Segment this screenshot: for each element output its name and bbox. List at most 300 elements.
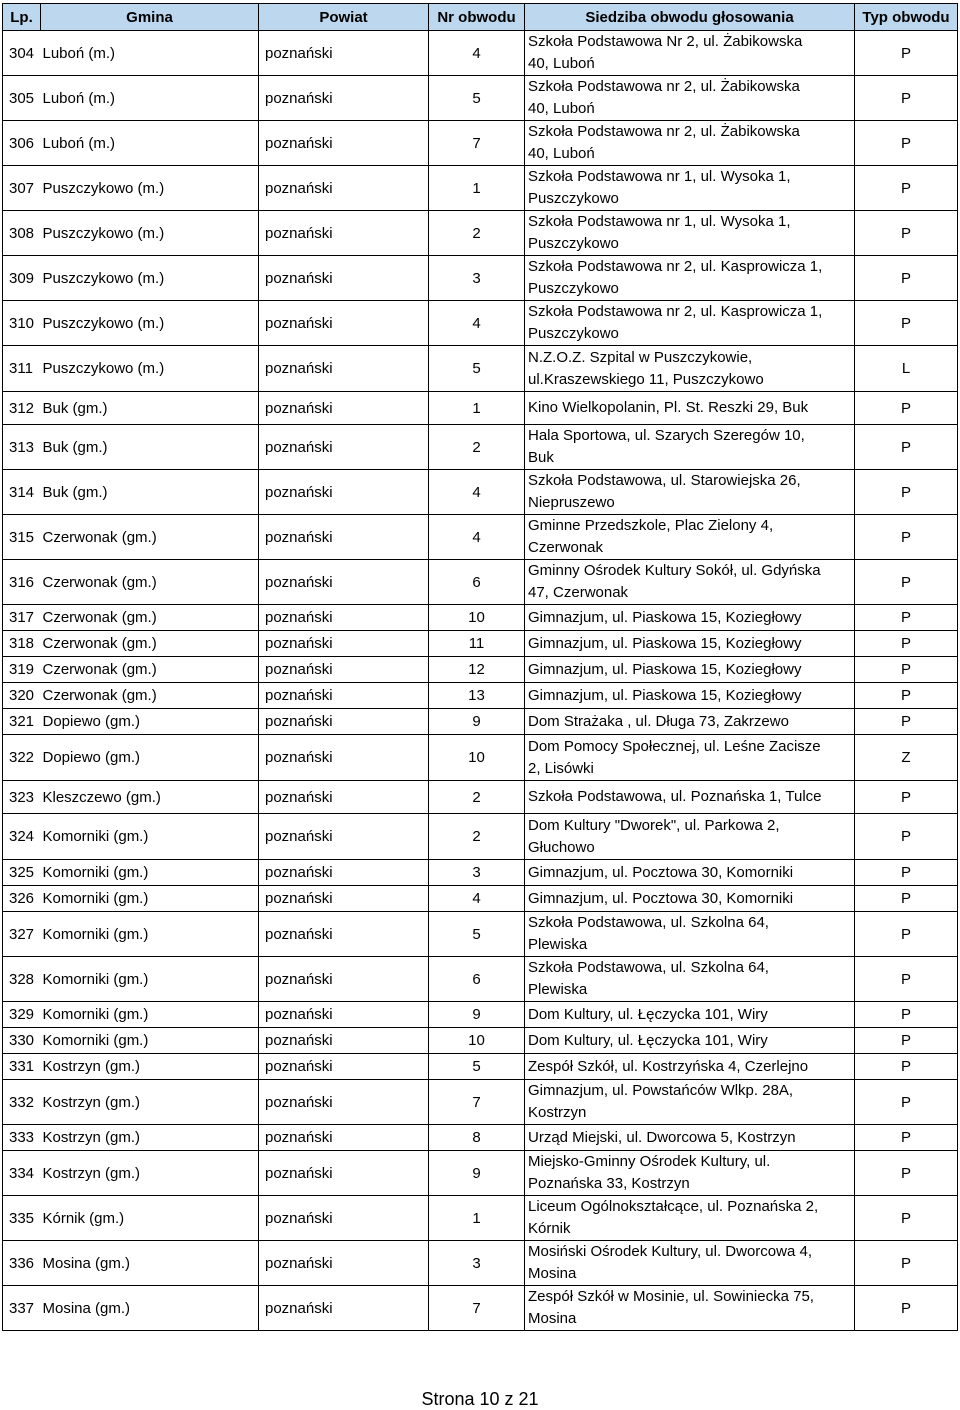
- siedziba-line: Plewiska: [528, 981, 588, 998]
- cell-siedziba: [525, 1286, 855, 1331]
- cell-lp: 330: [3, 1028, 41, 1054]
- cell-nr-obwodu: 4: [429, 886, 525, 912]
- cell-powiat: poznański: [259, 1002, 429, 1028]
- table-row: [3, 1125, 958, 1151]
- cell-siedziba: [525, 957, 855, 1002]
- cell-lp: 323: [3, 781, 41, 814]
- cell-nr-obwodu: 1: [429, 392, 525, 425]
- cell-nr-obwodu: 7: [429, 1286, 525, 1331]
- siedziba-line: Dom Pomocy Społecznej, ul. Leśne Zacisze: [528, 737, 821, 755]
- cell-typ-obwodu: P: [855, 425, 958, 470]
- cell-gmina: Czerwonak (gm.): [41, 560, 259, 605]
- cell-powiat: poznański: [259, 1241, 429, 1286]
- cell-siedziba: [525, 709, 855, 735]
- cell-gmina: Czerwonak (gm.): [41, 515, 259, 560]
- siedziba-line: 2, Lisówki: [528, 759, 594, 777]
- siedziba-line: Szkoła Podstawowa nr 2, ul. Żabikowska: [528, 78, 800, 95]
- cell-powiat: poznański: [259, 1151, 429, 1196]
- cell-gmina: Buk (gm.): [41, 392, 259, 425]
- cell-lp: 329: [3, 1002, 41, 1028]
- cell-gmina: Czerwonak (gm.): [41, 605, 259, 631]
- header-typ-obwodu: Typ obwodu: [855, 4, 958, 31]
- cell-lp: 318: [3, 631, 41, 657]
- table-row: [3, 814, 958, 860]
- siedziba-line: Zespół Szkół w Mosinie, ul. Sowiniecka 75,: [528, 1288, 814, 1305]
- cell-powiat: poznański: [259, 814, 429, 860]
- siedziba-line: Gimnazjum, ul. Powstańców Wlkp. 28A,: [528, 1082, 794, 1099]
- cell-powiat: poznański: [259, 631, 429, 657]
- table-row: [3, 76, 958, 121]
- cell-lp: 313: [3, 425, 41, 470]
- cell-gmina: Kostrzyn (gm.): [41, 1080, 259, 1125]
- cell-typ-obwodu: P: [855, 860, 958, 886]
- cell-typ-obwodu: P: [855, 886, 958, 912]
- siedziba-line: 40, Luboń: [528, 100, 595, 117]
- cell-powiat: poznański: [259, 166, 429, 211]
- siedziba-line: 47, Czerwonak: [528, 584, 629, 601]
- cell-gmina: Kostrzyn (gm.): [41, 1054, 259, 1080]
- table-row: [3, 301, 958, 346]
- table-row: [3, 392, 958, 425]
- table-row: [3, 605, 958, 631]
- siedziba-line: Szkoła Podstawowa nr 1, ul. Wysoka 1,: [528, 213, 791, 230]
- siedziba-line: Gimnazjum, ul. Piaskowa 15, Koziegłowy: [528, 608, 802, 626]
- cell-lp: 304: [3, 31, 41, 76]
- cell-gmina: Kostrzyn (gm.): [41, 1151, 259, 1196]
- cell-nr-obwodu: 3: [429, 860, 525, 886]
- cell-typ-obwodu: P: [855, 470, 958, 515]
- cell-nr-obwodu: 9: [429, 1002, 525, 1028]
- cell-lp: 325: [3, 860, 41, 886]
- table-row: [3, 1080, 958, 1125]
- siedziba-line: Gimnazjum, ul. Pocztowa 30, Komorniki: [528, 889, 794, 907]
- cell-gmina: Czerwonak (gm.): [41, 657, 259, 683]
- cell-gmina: Komorniki (gm.): [41, 1028, 259, 1054]
- cell-lp: 331: [3, 1054, 41, 1080]
- cell-lp: 306: [3, 121, 41, 166]
- header-siedziba: Siedziba obwodu głosowania: [525, 4, 855, 31]
- cell-nr-obwodu: 4: [429, 470, 525, 515]
- cell-siedziba: [525, 912, 855, 957]
- cell-powiat: poznański: [259, 657, 429, 683]
- cell-typ-obwodu: P: [855, 1286, 958, 1331]
- cell-siedziba: [525, 781, 855, 814]
- siedziba-line: Plewiska: [528, 936, 588, 953]
- cell-siedziba: [525, 1151, 855, 1196]
- cell-powiat: poznański: [259, 560, 429, 605]
- table-row: [3, 631, 958, 657]
- cell-powiat: poznański: [259, 912, 429, 957]
- cell-typ-obwodu: P: [855, 605, 958, 631]
- cell-nr-obwodu: 10: [429, 1028, 525, 1054]
- cell-gmina: Komorniki (gm.): [41, 912, 259, 957]
- cell-gmina: Komorniki (gm.): [41, 886, 259, 912]
- cell-typ-obwodu: P: [855, 1125, 958, 1151]
- cell-typ-obwodu: P: [855, 1151, 958, 1196]
- cell-lp: 317: [3, 605, 41, 631]
- table-row: [3, 912, 958, 957]
- table-header: [3, 4, 958, 31]
- cell-typ-obwodu: P: [855, 31, 958, 76]
- cell-nr-obwodu: 3: [429, 256, 525, 301]
- cell-lp: 334: [3, 1151, 41, 1196]
- cell-siedziba: [525, 1028, 855, 1054]
- cell-lp: 314: [3, 470, 41, 515]
- siedziba-line: Kórnik: [528, 1220, 571, 1237]
- cell-gmina: Komorniki (gm.): [41, 860, 259, 886]
- table-row: [3, 781, 958, 814]
- cell-lp: 305: [3, 76, 41, 121]
- siedziba-line: Gminny Ośrodek Kultury Sokół, ul. Gdyńska: [528, 562, 821, 579]
- cell-typ-obwodu: P: [855, 211, 958, 256]
- cell-powiat: poznański: [259, 1028, 429, 1054]
- cell-lp: 307: [3, 166, 41, 211]
- cell-siedziba: [525, 346, 855, 392]
- cell-lp: 308: [3, 211, 41, 256]
- cell-siedziba: [525, 1196, 855, 1241]
- siedziba-line: Liceum Ogólnokształcące, ul. Poznańska 2,: [528, 1198, 819, 1215]
- cell-powiat: poznański: [259, 1080, 429, 1125]
- header-gmina: Gmina: [41, 4, 259, 31]
- cell-siedziba: [525, 425, 855, 470]
- siedziba-line: Czerwonak: [528, 539, 604, 556]
- cell-powiat: poznański: [259, 1286, 429, 1331]
- table-row: [3, 121, 958, 166]
- cell-typ-obwodu: P: [855, 560, 958, 605]
- cell-siedziba: [525, 301, 855, 346]
- siedziba-line: Szkoła Podstawowa, ul. Poznańska 1, Tulce: [528, 788, 822, 805]
- cell-gmina: Dopiewo (gm.): [41, 735, 259, 781]
- siedziba-line: Puszczykowo: [528, 190, 619, 207]
- cell-nr-obwodu: 9: [429, 1151, 525, 1196]
- cell-siedziba: [525, 470, 855, 515]
- cell-powiat: poznański: [259, 346, 429, 392]
- siedziba-line: 40, Luboń: [528, 55, 595, 72]
- cell-siedziba: [525, 657, 855, 683]
- cell-gmina: Komorniki (gm.): [41, 814, 259, 860]
- cell-siedziba: [525, 121, 855, 166]
- header-powiat: Powiat: [259, 4, 429, 31]
- cell-typ-obwodu: P: [855, 1080, 958, 1125]
- cell-powiat: poznański: [259, 886, 429, 912]
- cell-nr-obwodu: 6: [429, 957, 525, 1002]
- cell-typ-obwodu: Z: [855, 735, 958, 781]
- siedziba-line: 40, Luboń: [528, 145, 595, 162]
- table-row: [3, 1002, 958, 1028]
- cell-siedziba: [525, 211, 855, 256]
- cell-siedziba: [525, 392, 855, 425]
- cell-typ-obwodu: P: [855, 683, 958, 709]
- cell-typ-obwodu: P: [855, 256, 958, 301]
- cell-siedziba: [525, 1054, 855, 1080]
- cell-gmina: Mosina (gm.): [41, 1286, 259, 1331]
- cell-gmina: Komorniki (gm.): [41, 1002, 259, 1028]
- cell-typ-obwodu: P: [855, 631, 958, 657]
- siedziba-line: Hala Sportowa, ul. Szarych Szeregów 10,: [528, 427, 805, 444]
- cell-gmina: Komorniki (gm.): [41, 957, 259, 1002]
- table-row: [3, 709, 958, 735]
- cell-nr-obwodu: 6: [429, 560, 525, 605]
- cell-powiat: poznański: [259, 515, 429, 560]
- cell-nr-obwodu: 5: [429, 346, 525, 392]
- siedziba-line: Szkoła Podstawowa nr 2, ul. Żabikowska: [528, 123, 800, 140]
- cell-powiat: poznański: [259, 1196, 429, 1241]
- header-nr-obwodu: Nr obwodu: [429, 4, 525, 31]
- cell-nr-obwodu: 2: [429, 781, 525, 814]
- cell-nr-obwodu: 4: [429, 515, 525, 560]
- table-row: [3, 1028, 958, 1054]
- siedziba-line: N.Z.O.Z. Szpital w Puszczykowie,: [528, 348, 753, 366]
- siedziba-line: Puszczykowo: [528, 325, 619, 342]
- cell-lp: 327: [3, 912, 41, 957]
- table-row: [3, 1054, 958, 1080]
- cell-typ-obwodu: P: [855, 166, 958, 211]
- table-row: [3, 425, 958, 470]
- cell-gmina: Puszczykowo (m.): [41, 211, 259, 256]
- page-number: Strona 10 z 21: [421, 1389, 539, 1409]
- cell-siedziba: [525, 1125, 855, 1151]
- cell-lp: 315: [3, 515, 41, 560]
- siedziba-line: Głuchowo: [528, 838, 595, 856]
- siedziba-line: Szkoła Podstawowa Nr 2, ul. Żabikowska: [528, 33, 803, 50]
- cell-gmina: Luboń (m.): [41, 121, 259, 166]
- cell-gmina: Dopiewo (gm.): [41, 709, 259, 735]
- siedziba-line: Szkoła Podstawowa nr 2, ul. Kasprowicza 1,: [528, 303, 823, 320]
- table-row: [3, 166, 958, 211]
- cell-nr-obwodu: 11: [429, 631, 525, 657]
- cell-nr-obwodu: 2: [429, 425, 525, 470]
- table-row: [3, 683, 958, 709]
- siedziba-line: Gminne Przedszkole, Plac Zielony 4,: [528, 517, 774, 534]
- table-row: [3, 1151, 958, 1196]
- cell-lp: 309: [3, 256, 41, 301]
- cell-powiat: poznański: [259, 709, 429, 735]
- cell-gmina: Buk (gm.): [41, 425, 259, 470]
- siedziba-line: Szkoła Podstawowa nr 1, ul. Wysoka 1,: [528, 168, 791, 185]
- cell-nr-obwodu: 2: [429, 814, 525, 860]
- siedziba-line: Puszczykowo: [528, 235, 619, 252]
- cell-gmina: Kostrzyn (gm.): [41, 1125, 259, 1151]
- cell-lp: 316: [3, 560, 41, 605]
- table-row: [3, 957, 958, 1002]
- cell-powiat: poznański: [259, 1125, 429, 1151]
- cell-nr-obwodu: 1: [429, 1196, 525, 1241]
- cell-siedziba: [525, 560, 855, 605]
- table-row: [3, 1241, 958, 1286]
- cell-powiat: poznański: [259, 31, 429, 76]
- table-row: [3, 515, 958, 560]
- siedziba-line: Gimnazjum, ul. Piaskowa 15, Koziegłowy: [528, 660, 802, 678]
- cell-gmina: Puszczykowo (m.): [41, 166, 259, 211]
- cell-siedziba: [525, 1080, 855, 1125]
- cell-powiat: poznański: [259, 425, 429, 470]
- cell-siedziba: [525, 735, 855, 781]
- cell-lp: 319: [3, 657, 41, 683]
- siedziba-line: Mosiński Ośrodek Kultury, ul. Dworcowa 4,: [528, 1243, 812, 1260]
- cell-nr-obwodu: 7: [429, 1080, 525, 1125]
- header-row: [3, 4, 958, 31]
- cell-nr-obwodu: 8: [429, 1125, 525, 1151]
- cell-lp: 337: [3, 1286, 41, 1331]
- cell-nr-obwodu: 1: [429, 166, 525, 211]
- cell-siedziba: [525, 814, 855, 860]
- table-row: [3, 31, 958, 76]
- cell-typ-obwodu: P: [855, 781, 958, 814]
- cell-powiat: poznański: [259, 957, 429, 1002]
- cell-gmina: Kórnik (gm.): [41, 1196, 259, 1241]
- siedziba-line: Kostrzyn: [528, 1104, 587, 1121]
- cell-nr-obwodu: 9: [429, 709, 525, 735]
- cell-powiat: poznański: [259, 1054, 429, 1080]
- table-row: [3, 657, 958, 683]
- cell-lp: 321: [3, 709, 41, 735]
- cell-typ-obwodu: P: [855, 709, 958, 735]
- siedziba-line: Mosina: [528, 1265, 577, 1282]
- siedziba-line: Szkoła Podstawowa, ul. Starowiejska 26,: [528, 472, 801, 489]
- cell-powiat: poznański: [259, 781, 429, 814]
- cell-powiat: poznański: [259, 735, 429, 781]
- siedziba-line: Dom Strażaka , ul. Długa 73, Zakrzewo: [528, 712, 789, 730]
- cell-lp: 311: [3, 346, 41, 392]
- cell-nr-obwodu: 4: [429, 301, 525, 346]
- siedziba-line: Dom Kultury, ul. Łęczycka 101, Wiry: [528, 1031, 768, 1049]
- cell-gmina: Puszczykowo (m.): [41, 346, 259, 392]
- cell-siedziba: [525, 1002, 855, 1028]
- siedziba-line: Gimnazjum, ul. Piaskowa 15, Koziegłowy: [528, 634, 802, 652]
- cell-siedziba: [525, 76, 855, 121]
- cell-siedziba: [525, 631, 855, 657]
- cell-nr-obwodu: 5: [429, 76, 525, 121]
- cell-gmina: Buk (gm.): [41, 470, 259, 515]
- siedziba-line: Gimnazjum, ul. Pocztowa 30, Komorniki: [528, 863, 794, 881]
- cell-powiat: poznański: [259, 860, 429, 886]
- cell-siedziba: [525, 1241, 855, 1286]
- siedziba-line: ul.Kraszewskiego 11, Puszczykowo: [528, 370, 764, 388]
- cell-typ-obwodu: P: [855, 301, 958, 346]
- cell-gmina: Luboń (m.): [41, 31, 259, 76]
- cell-typ-obwodu: P: [855, 1196, 958, 1241]
- cell-siedziba: [525, 886, 855, 912]
- cell-gmina: Luboń (m.): [41, 76, 259, 121]
- cell-powiat: poznański: [259, 121, 429, 166]
- table-row: [3, 346, 958, 392]
- cell-powiat: poznański: [259, 683, 429, 709]
- cell-typ-obwodu: P: [855, 76, 958, 121]
- siedziba-line: Puszczykowo: [528, 280, 619, 297]
- cell-powiat: poznański: [259, 301, 429, 346]
- siedziba-line: Szkoła Podstawowa, ul. Szkolna 64,: [528, 959, 769, 976]
- siedziba-line: Dom Kultury, ul. Łęczycka 101, Wiry: [528, 1005, 768, 1023]
- cell-lp: 312: [3, 392, 41, 425]
- cell-lp: 322: [3, 735, 41, 781]
- table-body: [3, 31, 958, 1331]
- siedziba-line: Mosina: [528, 1310, 577, 1327]
- cell-typ-obwodu: P: [855, 515, 958, 560]
- cell-gmina: Czerwonak (gm.): [41, 683, 259, 709]
- cell-typ-obwodu: P: [855, 121, 958, 166]
- table-row: [3, 1196, 958, 1241]
- siedziba-line: Poznańska 33, Kostrzyn: [528, 1175, 690, 1192]
- cell-siedziba: [525, 515, 855, 560]
- siedziba-line: Buk: [528, 449, 554, 466]
- cell-nr-obwodu: 10: [429, 735, 525, 781]
- cell-nr-obwodu: 5: [429, 1054, 525, 1080]
- cell-powiat: poznański: [259, 256, 429, 301]
- cell-lp: 332: [3, 1080, 41, 1125]
- cell-gmina: Kleszczewo (gm.): [41, 781, 259, 814]
- cell-lp: 333: [3, 1125, 41, 1151]
- table-row: [3, 256, 958, 301]
- cell-typ-obwodu: P: [855, 912, 958, 957]
- table-row: [3, 470, 958, 515]
- cell-gmina: Czerwonak (gm.): [41, 631, 259, 657]
- siedziba-line: Dom Kultury "Dworek", ul. Parkowa 2,: [528, 816, 780, 834]
- cell-typ-obwodu: P: [855, 1028, 958, 1054]
- cell-siedziba: [525, 31, 855, 76]
- cell-nr-obwodu: 10: [429, 605, 525, 631]
- cell-lp: 324: [3, 814, 41, 860]
- cell-lp: 310: [3, 301, 41, 346]
- siedziba-line: Niepruszewo: [528, 494, 615, 511]
- cell-lp: 320: [3, 683, 41, 709]
- cell-lp: 326: [3, 886, 41, 912]
- siedziba-line: Urząd Miejski, ul. Dworcowa 5, Kostrzyn: [528, 1128, 796, 1146]
- cell-nr-obwodu: 3: [429, 1241, 525, 1286]
- cell-powiat: poznański: [259, 470, 429, 515]
- siedziba-line: Zespół Szkół, ul. Kostrzyńska 4, Czerlejno: [528, 1057, 809, 1075]
- cell-siedziba: [525, 683, 855, 709]
- cell-gmina: Mosina (gm.): [41, 1241, 259, 1286]
- cell-nr-obwodu: 2: [429, 211, 525, 256]
- cell-siedziba: [525, 605, 855, 631]
- cell-typ-obwodu: P: [855, 1002, 958, 1028]
- cell-siedziba: [525, 166, 855, 211]
- cell-typ-obwodu: P: [855, 392, 958, 425]
- siedziba-line: Gimnazjum, ul. Piaskowa 15, Koziegłowy: [528, 686, 802, 704]
- cell-nr-obwodu: 4: [429, 31, 525, 76]
- cell-typ-obwodu: P: [855, 957, 958, 1002]
- cell-typ-obwodu: P: [855, 657, 958, 683]
- cell-lp: 335: [3, 1196, 41, 1241]
- table-row: [3, 1286, 958, 1331]
- cell-lp: 328: [3, 957, 41, 1002]
- siedziba-line: Miejsko-Gminny Ośrodek Kultury, ul.: [528, 1153, 771, 1170]
- cell-typ-obwodu: P: [855, 814, 958, 860]
- siedziba-line: Szkoła Podstawowa nr 2, ul. Kasprowicza 1,: [528, 258, 823, 275]
- cell-nr-obwodu: 12: [429, 657, 525, 683]
- cell-powiat: poznański: [259, 76, 429, 121]
- cell-typ-obwodu: P: [855, 1054, 958, 1080]
- table-row: [3, 560, 958, 605]
- cell-powiat: poznański: [259, 211, 429, 256]
- cell-gmina: Puszczykowo (m.): [41, 301, 259, 346]
- cell-nr-obwodu: 5: [429, 912, 525, 957]
- cell-powiat: poznański: [259, 605, 429, 631]
- cell-lp: 336: [3, 1241, 41, 1286]
- header-lp: Lp.: [3, 4, 41, 31]
- cell-siedziba: [525, 256, 855, 301]
- cell-powiat: poznański: [259, 392, 429, 425]
- cell-typ-obwodu: L: [855, 346, 958, 392]
- cell-siedziba: [525, 860, 855, 886]
- cell-nr-obwodu: 7: [429, 121, 525, 166]
- siedziba-line: Kino Wielkopolanin, Pl. St. Reszki 29, Buk: [528, 399, 809, 416]
- table-row: [3, 735, 958, 781]
- table-row: [3, 886, 958, 912]
- table-row: [3, 211, 958, 256]
- cell-typ-obwodu: P: [855, 1241, 958, 1286]
- table-row: [3, 860, 958, 886]
